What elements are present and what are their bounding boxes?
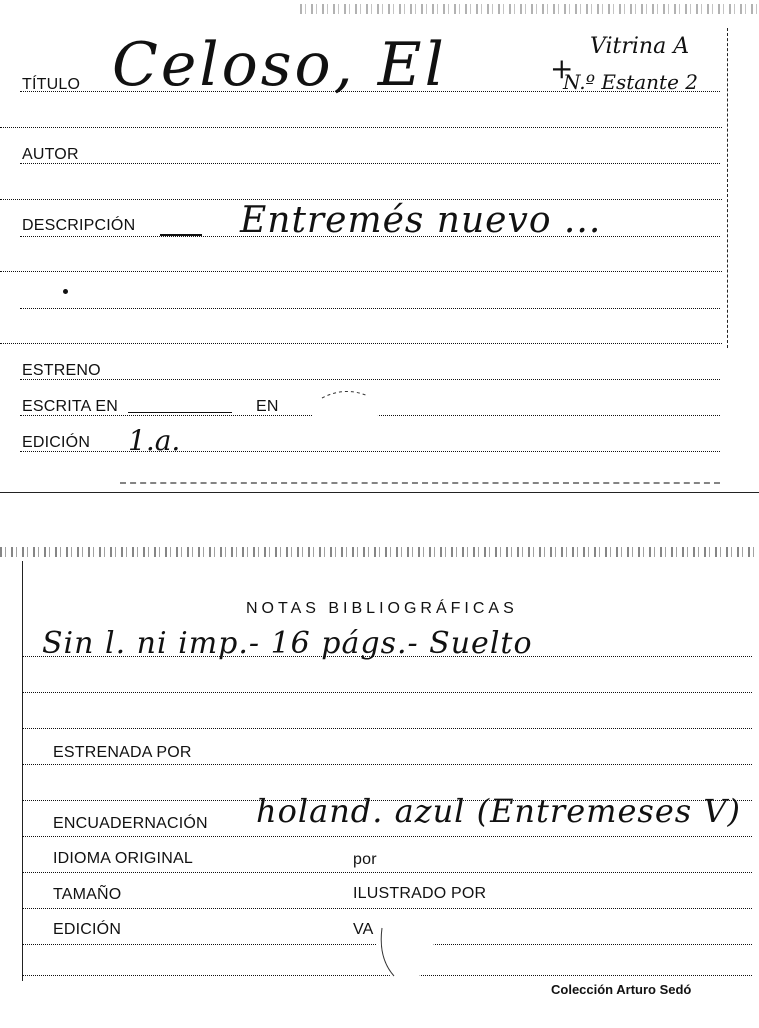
notas-handwritten: Sin l. ni imp.- 16 págs.- Suelto bbox=[42, 626, 533, 661]
ruled-line bbox=[22, 872, 752, 873]
estrenada-por-label: ESTRENADA POR bbox=[53, 744, 192, 761]
ruled-line bbox=[20, 308, 720, 309]
edicion-handwritten: 1.a. bbox=[128, 424, 181, 457]
ruled-line bbox=[22, 728, 752, 729]
tamano-label: TAMAÑO bbox=[53, 886, 122, 903]
card-left-edge bbox=[22, 561, 23, 981]
location-estante: N.º Estante 2 bbox=[563, 70, 698, 94]
punch-hole bbox=[312, 384, 378, 450]
location-vitrina: Vitrina A bbox=[590, 34, 690, 59]
ruled-line bbox=[0, 343, 722, 344]
punch-hole-outline bbox=[376, 918, 434, 980]
ilustrado-por-label: ILUSTRADO POR bbox=[353, 885, 487, 902]
punch-hole-outline bbox=[312, 384, 378, 450]
ruled-line bbox=[22, 908, 752, 909]
ruled-line bbox=[20, 163, 720, 164]
scan-speckle-top bbox=[300, 4, 759, 14]
ruled-line bbox=[22, 692, 752, 693]
en-label: EN bbox=[256, 398, 279, 415]
autor-label: AUTOR bbox=[22, 146, 79, 163]
card-bottom-edge bbox=[120, 482, 720, 484]
descripcion-label: DESCRIPCIÓN bbox=[22, 217, 136, 234]
ruled-line bbox=[22, 836, 752, 837]
escrita-en-rule bbox=[128, 412, 232, 413]
ruled-line bbox=[0, 271, 722, 272]
descripcion-dash bbox=[160, 234, 202, 236]
punch-hole bbox=[376, 918, 434, 980]
por-label: por bbox=[353, 851, 377, 868]
scan-dot bbox=[63, 289, 68, 294]
escrita-en-label: ESCRITA EN bbox=[22, 398, 118, 415]
cross-mark: + bbox=[550, 52, 574, 85]
scan-speckle-bottom bbox=[0, 547, 759, 557]
ruled-line bbox=[22, 764, 752, 765]
notas-bibliograficas-header: NOTAS BIBLIOGRÁFICAS bbox=[246, 600, 518, 617]
va-label: VA bbox=[353, 921, 374, 938]
estreno-label: ESTRENO bbox=[22, 362, 101, 379]
card-right-edge bbox=[727, 28, 728, 348]
edicion-label: EDICIÓN bbox=[22, 434, 91, 451]
ruled-line bbox=[0, 127, 722, 128]
descripcion-handwritten: Entremés nuevo ... bbox=[240, 200, 602, 241]
titulo-label: TÍTULO bbox=[22, 76, 81, 93]
ruled-line bbox=[20, 451, 720, 452]
edicion-label-bottom: EDICIÓN bbox=[53, 921, 122, 938]
idioma-original-label: IDIOMA ORIGINAL bbox=[53, 850, 193, 867]
card-separator bbox=[0, 492, 759, 493]
titulo-handwritten: Celoso, El bbox=[112, 30, 447, 100]
encuadernacion-handwritten: holand. azul (Entremeses V) bbox=[256, 792, 741, 830]
ruled-line bbox=[20, 379, 720, 380]
collection-footer: Colección Arturo Sedó bbox=[551, 982, 692, 997]
encuadernacion-label: ENCUADERNACIÓN bbox=[53, 815, 208, 832]
catalog-card-front bbox=[0, 0, 759, 492]
